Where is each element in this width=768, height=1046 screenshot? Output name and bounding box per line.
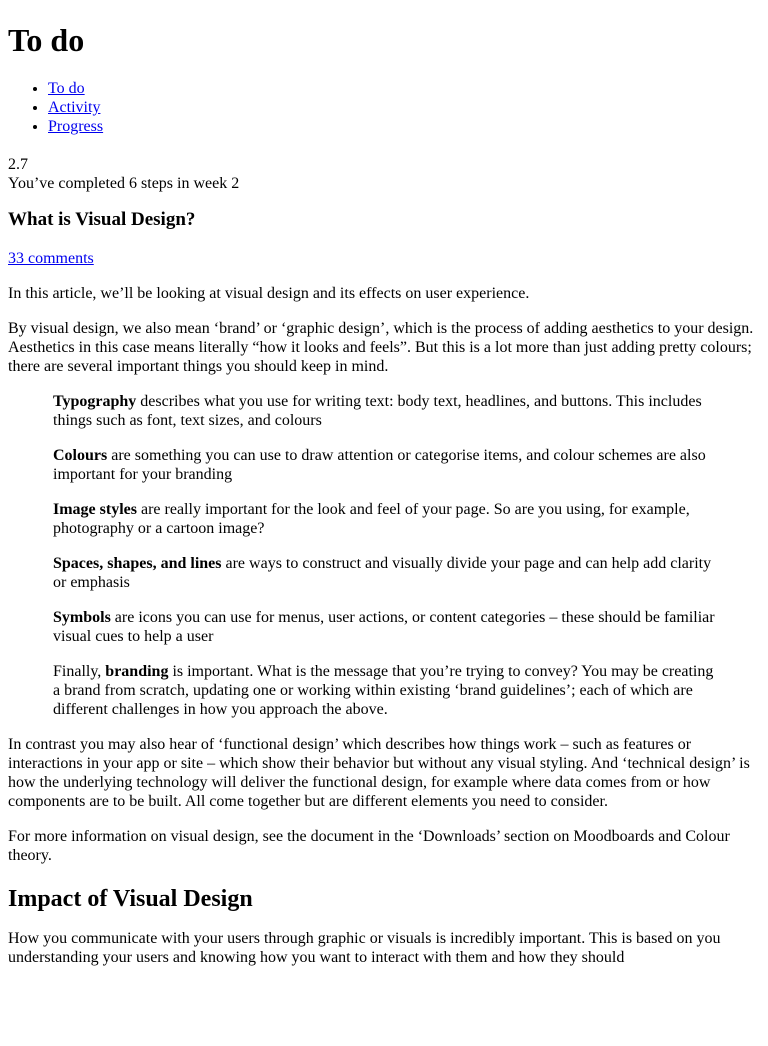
intro-paragraph: In this article, we’ll be looking at visual design and its effects on user experience. bbox=[8, 285, 530, 302]
comments-link[interactable]: 33 comments bbox=[8, 250, 94, 267]
term-symbols: Symbols bbox=[53, 609, 111, 626]
image-styles-description: are really important for the look and feel of your page. So are you using, for example, photography or a cartoon image? bbox=[53, 501, 690, 537]
spaces-description: are ways to construct and visually divide your page and can help add clarity or emphasis bbox=[53, 555, 712, 591]
branding-prefix: Finally, bbox=[53, 663, 106, 680]
progress-text: You’ve completed 6 steps in week 2 bbox=[8, 175, 240, 192]
term-spaces: Spaces, shapes, and lines bbox=[53, 555, 222, 572]
term-typography: Typography bbox=[53, 393, 137, 410]
article-title: What is Visual Design? bbox=[8, 209, 196, 230]
list-item-branding bbox=[53, 662, 720, 719]
nav-list bbox=[8, 79, 760, 136]
nav-link-todo[interactable]: To do bbox=[48, 80, 85, 97]
section-title: Impact of Visual Design bbox=[8, 886, 253, 912]
nav-item-activity bbox=[48, 98, 760, 117]
comments-row bbox=[8, 249, 760, 268]
design-elements-list bbox=[53, 392, 720, 719]
nav-link-activity[interactable]: Activity bbox=[48, 99, 101, 116]
nav-item-progress bbox=[48, 117, 760, 136]
list-item-symbols bbox=[53, 608, 720, 646]
step-number: 2.7 bbox=[8, 156, 28, 173]
typography-description: describes what you use for writing text: body text, headlines, and buttons. This includes things such as font, text sizes, and colours bbox=[53, 393, 702, 429]
page bbox=[0, 22, 768, 967]
symbols-description: are icons you can use for menus, user actions, or content categories – these should be familiar visual cues to help a user bbox=[53, 609, 715, 645]
downloads-paragraph: For more information on visual design, see the document in the ‘Downloads’ section on Moodboards and Colour theory. bbox=[8, 828, 730, 864]
nav-item-todo bbox=[48, 79, 760, 98]
list-item-image-styles bbox=[53, 500, 720, 538]
page-title: To do bbox=[8, 22, 85, 58]
term-branding: branding bbox=[105, 663, 169, 680]
term-colours: Colours bbox=[53, 447, 108, 464]
list-item-colours bbox=[53, 446, 720, 484]
functional-design-paragraph: In contrast you may also hear of ‘functional design’ which describes how things work – such as features or interactions in your app or site – which show their behavior but without any visual styling. And ‘technical design’ is how the underlying technology will deliver the functional design, for example where data comes from or how components are to be built. All come together but are different elements you need to consider. bbox=[8, 736, 750, 810]
list-item-spaces bbox=[53, 554, 720, 592]
list-item-typography bbox=[53, 392, 720, 430]
visual-design-paragraph: By visual design, we also mean ‘brand’ or ‘graphic design’, which is the process of adding aesthetics to your design. Aesthetics in this case means literally “how it looks and feels”. But this is a lot more than just adding pretty colours; there are several important things you should keep in mind. bbox=[8, 320, 754, 375]
nav-link-progress[interactable]: Progress bbox=[48, 118, 104, 135]
colours-description: are something you can use to draw attention or categorise items, and colour schemes are also important for your branding bbox=[53, 447, 706, 483]
impact-paragraph: How you communicate with your users through graphic or visuals is incredibly important. This is based on you understanding your users and knowing how you want to interact with them and how they should bbox=[8, 930, 721, 966]
term-image-styles: Image styles bbox=[53, 501, 137, 518]
branding-description: is important. What is the message that you’re trying to convey? You may be creating a brand from scratch, updating one or working within existing ‘brand guidelines’; each of which are different challenges in how you approach the above. bbox=[53, 663, 714, 718]
